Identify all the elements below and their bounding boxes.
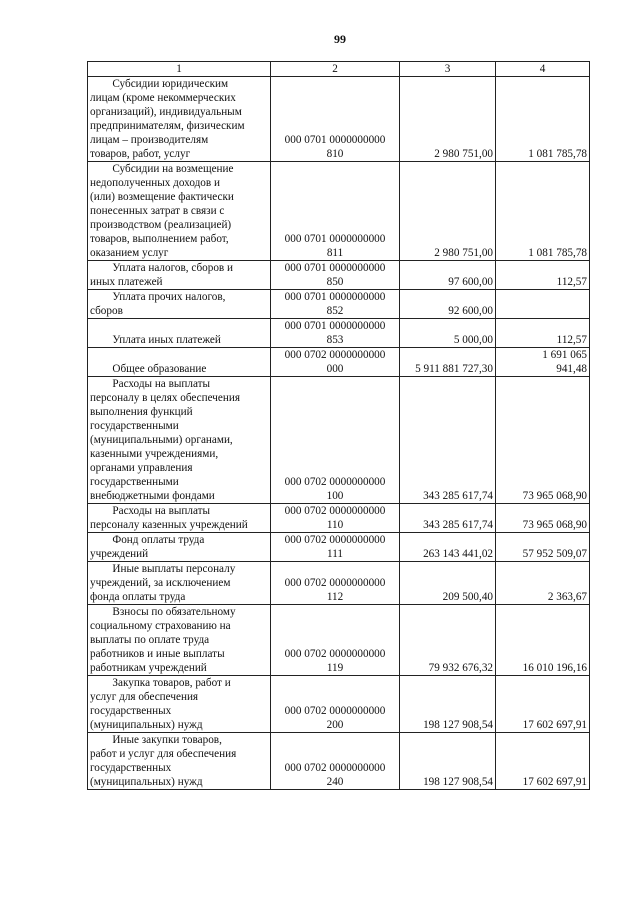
row-code-cell: 000 0702 0000000000 112 bbox=[271, 562, 400, 605]
row-amount-actual-cell: 2 363,67 bbox=[496, 562, 590, 605]
row-name-cell: Иные выплаты персоналу учреждений, за исключением фонда оплаты труда bbox=[88, 562, 271, 605]
row-amount-actual-cell: 112,57 bbox=[496, 261, 590, 290]
row-code-cell: 000 0702 0000000000 111 bbox=[271, 533, 400, 562]
row-code-cell: 000 0702 0000000000 119 bbox=[271, 605, 400, 676]
row-amount-actual-cell: 1 081 785,78 bbox=[496, 162, 590, 261]
row-name-cell: Закупка товаров, работ и услуг для обеспечения государственных (муниципальных) нужд bbox=[88, 676, 271, 733]
row-amount-plan-cell: 209 500,40 bbox=[400, 562, 496, 605]
table-row bbox=[88, 377, 590, 504]
table-row bbox=[88, 290, 590, 319]
row-code-cell: 000 0702 0000000000 100 bbox=[271, 377, 400, 504]
row-amount-plan-cell: 263 143 441,02 bbox=[400, 533, 496, 562]
row-code-cell: 000 0702 0000000000 000 bbox=[271, 348, 400, 377]
row-amount-plan-cell: 198 127 908,54 bbox=[400, 733, 496, 790]
row-amount-actual-cell: 57 952 509,07 bbox=[496, 533, 590, 562]
row-name-cell: Уплата налогов, сборов и иных платежей bbox=[88, 261, 271, 290]
row-amount-actual-cell: 16 010 196,16 bbox=[496, 605, 590, 676]
column-header-3: 3 bbox=[400, 62, 496, 77]
column-header-1: 1 bbox=[88, 62, 271, 77]
table-header-row bbox=[88, 62, 590, 77]
table-row bbox=[88, 562, 590, 605]
row-name-cell: Взносы по обязательному социальному страхованию на выплаты по оплате труда работников и иные выплаты работникам учреждений bbox=[88, 605, 271, 676]
row-amount-actual-cell: 1 081 785,78 bbox=[496, 77, 590, 162]
table-body bbox=[88, 77, 590, 790]
row-amount-actual-cell bbox=[496, 290, 590, 319]
row-name-cell: Субсидии на возмещение недополученных доходов и (или) возмещение фактически понесенных затрат в связи с производством (реализацией) товаров, выполнением работ, оказанием услуг bbox=[88, 162, 271, 261]
table-row bbox=[88, 77, 590, 162]
row-code-cell: 000 0701 0000000000 811 bbox=[271, 162, 400, 261]
table-row bbox=[88, 162, 590, 261]
row-name-cell: Иные закупки товаров, работ и услуг для обеспечения государственных (муниципальных) нужд bbox=[88, 733, 271, 790]
row-amount-actual-cell: 73 965 068,90 bbox=[496, 377, 590, 504]
row-amount-actual-cell: 112,57 bbox=[496, 319, 590, 348]
table-row bbox=[88, 319, 590, 348]
row-code-cell: 000 0702 0000000000 110 bbox=[271, 504, 400, 533]
row-amount-actual-cell: 17 602 697,91 bbox=[496, 676, 590, 733]
row-name-cell: Расходы на выплаты персоналу в целях обеспечения выполнения функций государственными (муниципальными) органами, казенными учреждениями, органами управления государственными внебюджетными фондами bbox=[88, 377, 271, 504]
row-amount-actual-cell: 73 965 068,90 bbox=[496, 504, 590, 533]
row-amount-plan-cell: 97 600,00 bbox=[400, 261, 496, 290]
table-row bbox=[88, 533, 590, 562]
row-name-cell: Субсидии юридическим лицам (кроме некоммерческих организаций), индивидуальным предпринимателям, физическим лицам – производителям товаров, работ, услуг bbox=[88, 77, 271, 162]
table-row bbox=[88, 733, 590, 790]
table-row bbox=[88, 504, 590, 533]
table-row bbox=[88, 605, 590, 676]
row-amount-plan-cell: 92 600,00 bbox=[400, 290, 496, 319]
row-amount-plan-cell: 5 911 881 727,30 bbox=[400, 348, 496, 377]
row-name-cell: Фонд оплаты труда учреждений bbox=[88, 533, 271, 562]
table-row bbox=[88, 261, 590, 290]
row-code-cell: 000 0701 0000000000 850 bbox=[271, 261, 400, 290]
row-code-cell: 000 0702 0000000000 240 bbox=[271, 733, 400, 790]
row-code-cell: 000 0701 0000000000 810 bbox=[271, 77, 400, 162]
row-amount-plan-cell: 2 980 751,00 bbox=[400, 77, 496, 162]
row-amount-actual-cell: 1 691 065 941,48 bbox=[496, 348, 590, 377]
row-name-cell: Уплата прочих налогов, сборов bbox=[88, 290, 271, 319]
row-name-cell: Общее образование bbox=[88, 348, 271, 377]
row-code-cell: 000 0701 0000000000 852 bbox=[271, 290, 400, 319]
row-amount-plan-cell: 2 980 751,00 bbox=[400, 162, 496, 261]
row-amount-plan-cell: 343 285 617,74 bbox=[400, 377, 496, 504]
row-amount-actual-cell: 17 602 697,91 bbox=[496, 733, 590, 790]
row-amount-plan-cell: 5 000,00 bbox=[400, 319, 496, 348]
row-code-cell: 000 0702 0000000000 200 bbox=[271, 676, 400, 733]
column-header-2: 2 bbox=[271, 62, 400, 77]
row-code-cell: 000 0701 0000000000 853 bbox=[271, 319, 400, 348]
column-header-4: 4 bbox=[496, 62, 590, 77]
budget-table bbox=[87, 61, 590, 790]
table-row bbox=[88, 348, 590, 377]
row-name-cell: Расходы на выплаты персоналу казенных учреждений bbox=[88, 504, 271, 533]
row-amount-plan-cell: 343 285 617,74 bbox=[400, 504, 496, 533]
row-name-cell: Уплата иных платежей bbox=[88, 319, 271, 348]
table-row bbox=[88, 676, 590, 733]
page-number: 99 bbox=[334, 32, 346, 46]
row-amount-plan-cell: 79 932 676,32 bbox=[400, 605, 496, 676]
row-amount-plan-cell: 198 127 908,54 bbox=[400, 676, 496, 733]
